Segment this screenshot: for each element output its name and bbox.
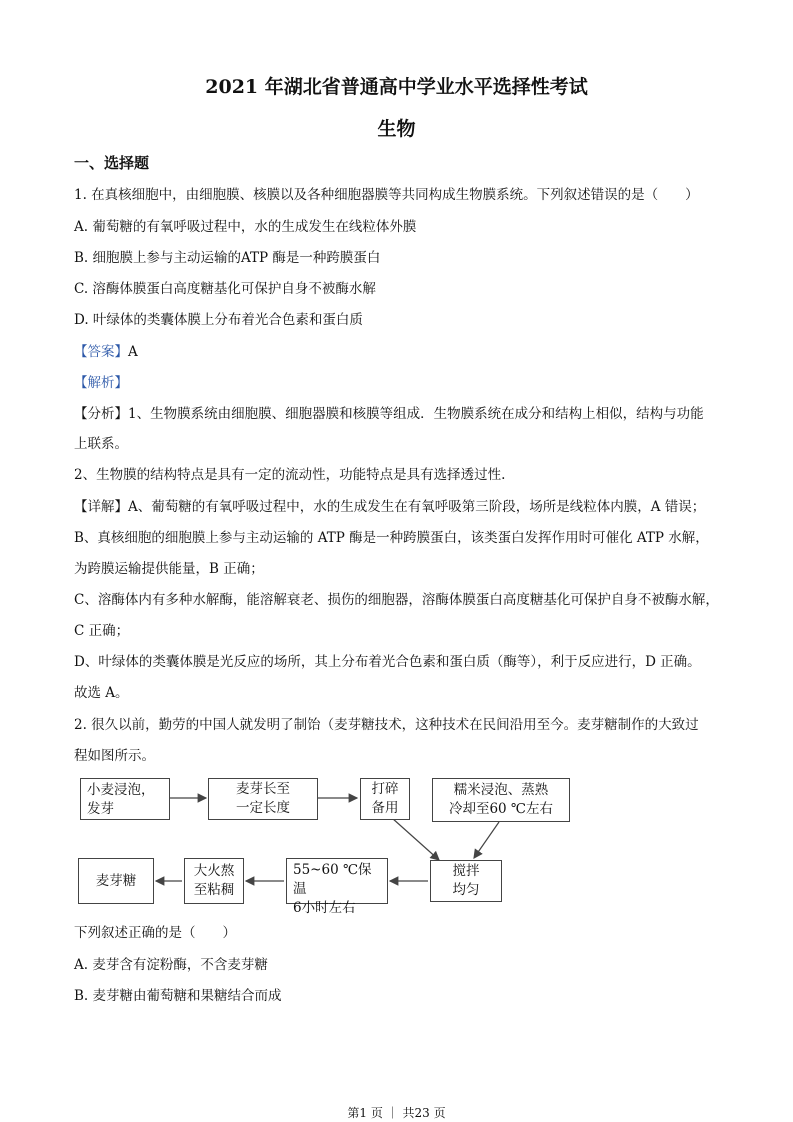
flow-step-crush: [360, 778, 410, 820]
answer-tag: 【答案】: [74, 344, 128, 360]
q1-option-b: B. 细胞膜上参与主动运输的ATP 酶是一种跨膜蛋白: [74, 250, 381, 266]
analysis-line: 2、生物膜的结构特点是具有一定的流动性，功能特点是具有选择透过性.: [74, 467, 506, 483]
flow-step-incubate: [286, 858, 388, 916]
flow-step-grow-malt: [208, 778, 318, 820]
q2-option-b: B. 麦芽糖由葡萄糖和果糖结合而成: [74, 988, 282, 1004]
page-footer: 第1 页 ｜ 共23 页: [347, 1106, 446, 1120]
q1-option-c: C. 溶酶体膜蛋白高度糖基化可保护自身不被酶水解: [74, 281, 376, 297]
exam-subject: 生物: [377, 118, 416, 140]
flow-step-text: 55~60 ℃保温: [293, 862, 372, 897]
analysis-line: 故选 A。: [74, 685, 129, 701]
flow-step-maltose: [78, 858, 154, 904]
analysis-line: 【详解】A、葡萄糖的有氧呼吸过程中，水的生成发生在有氧呼吸第三阶段，场所是线粒体内膜，A 错误；: [74, 499, 706, 515]
flow-step-text: 一定长度: [236, 800, 290, 816]
flow-step-text: 发芽: [87, 801, 114, 817]
arrow-3-5: [392, 818, 439, 860]
q1-stem: 1. 在真核细胞中，由细胞膜、核膜以及各种细胞器膜等共同构成生物膜系统。下列叙述错误的是（ ）: [74, 187, 699, 203]
exam-title: 2021 年湖北省普通高中学业水平选择性考试: [205, 76, 588, 98]
flow-step-boil: [184, 858, 244, 904]
q1-option-d: D. 叶绿体的类囊体膜上分布着光合色素和蛋白质: [74, 312, 363, 328]
flow-step-text: 至粘稠: [193, 882, 235, 898]
q2-stem-cont: 程如图所示。: [74, 748, 155, 764]
flow-step-text: 糯米浸泡、蒸熟: [453, 782, 549, 798]
analysis-tag: 【解析】: [74, 375, 128, 391]
answer-value: A: [128, 344, 138, 360]
flow-step-text: 备用: [371, 800, 399, 816]
flow-step-text: 麦芽长至: [236, 781, 290, 797]
flow-step-text: 小麦浸泡，: [87, 782, 155, 798]
flow-step-text: 麦芽糖: [95, 872, 137, 889]
flow-step-text: 大火熬: [193, 863, 235, 879]
analysis-line: C 正确；: [74, 623, 130, 639]
analysis-line: C、溶酶体内有多种水解酶，能溶解衰老、损伤的细胞器，溶酶体膜蛋白高度糖基化可保护自身不被酶水解，: [74, 592, 719, 608]
analysis-line: 上联系。: [74, 436, 128, 452]
flow-step-text: 6小时左右: [293, 900, 356, 916]
q2-stem: 2. 很久以前，勤劳的中国人就发明了制饴（麦芽糖技术，这种技术在民间沿用至今。麦芽糖制作的大致过: [74, 717, 699, 733]
flow-step-stir: [430, 860, 502, 902]
q1-answer: [74, 340, 138, 360]
arrow-4-5: [474, 822, 499, 858]
analysis-line: 【分析】1、生物膜系统由细胞膜、细胞器膜和核膜等组成．生物膜系统在成分和结构上相似，结构与功能: [74, 406, 704, 422]
flow-step-soak-wheat: [80, 778, 170, 820]
flow-step-text: 均匀: [452, 882, 480, 898]
section-heading: 一、选择题: [74, 154, 150, 172]
flow-step-text: 打碎: [371, 781, 399, 797]
analysis-line: 为跨膜运输提供能量，B 正确；: [74, 561, 264, 577]
flow-step-text: 冷却至60 ℃左右: [448, 801, 554, 817]
q2-prompt: 下列叙述正确的是（ ）: [74, 925, 236, 941]
analysis-line: B、真核细胞的细胞膜上参与主动运输的 ATP 酶是一种跨膜蛋白，该类蛋白发挥作用时可催化 ATP 水解，: [74, 530, 709, 546]
q2-option-a: A. 麦芽含有淀粉酶，不含麦芽糖: [74, 957, 268, 973]
q1-option-a: A. 葡萄糖的有氧呼吸过程中，水的生成发生在线粒体外膜: [74, 219, 417, 235]
flow-step-steam-rice: [432, 778, 570, 822]
process-flow-diagram: [74, 770, 594, 916]
analysis-line: D、叶绿体的类囊体膜是光反应的场所，其上分布着光合色素和蛋白质（酶等），利于反应进行，D 正确。: [74, 654, 701, 670]
flow-step-text: 搅拌: [452, 863, 480, 879]
